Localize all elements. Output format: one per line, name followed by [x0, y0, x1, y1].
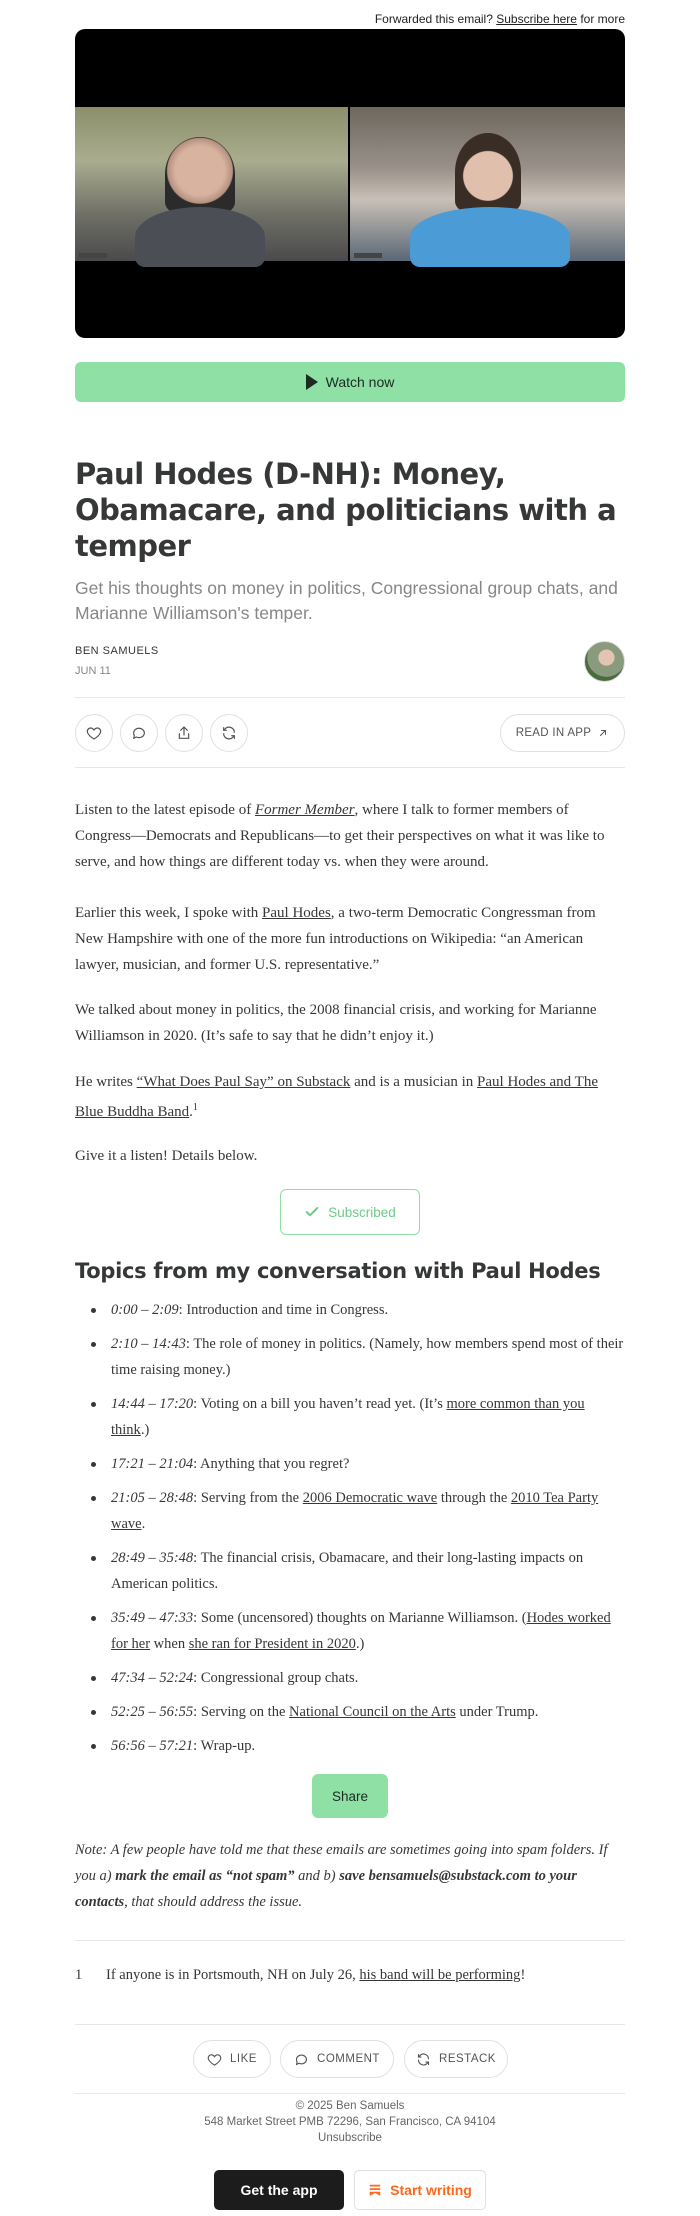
get-the-app-button[interactable]: Get the app — [214, 2170, 344, 2210]
comment-action[interactable] — [120, 714, 158, 752]
list-item: 0:00 – 2:09: Introduction and time in Congress. — [75, 1297, 625, 1323]
author-name[interactable]: BEN SAMUELS — [75, 645, 159, 657]
unsubscribe-link[interactable]: Unsubscribe — [318, 2132, 382, 2144]
paul-hodes-link[interactable]: Paul Hodes — [262, 905, 331, 921]
footnote: 1 If anyone is in Portsmouth, NH on July 26, his band will be performing! — [75, 1962, 625, 1988]
divider — [75, 2024, 625, 2025]
footnote-number[interactable]: 1 — [75, 1967, 83, 1983]
topics-list — [75, 1297, 625, 1767]
post-date: JUN 11 — [75, 665, 111, 677]
share-button[interactable]: Share — [312, 1774, 388, 1818]
list-item: 2:10 – 14:43: The role of money in politics. (Namely, how members spend most of their time raising money.) — [75, 1331, 625, 1383]
paragraph: Give it a listen! Details below. — [75, 1148, 258, 1164]
forwarded-suffix: for more — [580, 12, 625, 26]
comment-label: COMMENT — [317, 2053, 380, 2065]
comment-icon — [131, 725, 147, 741]
copyright: © 2025 Ben Samuels — [295, 2100, 405, 2112]
start-writing-button[interactable] — [354, 2170, 486, 2210]
list-item: 52:25 – 56:55: Serving on the National Council on the Arts under Trump. — [75, 1699, 625, 1725]
subscribe-link[interactable]: Subscribe here — [496, 12, 577, 26]
divider — [75, 1940, 625, 1941]
play-icon — [306, 374, 318, 390]
read-in-app-label: READ IN APP — [515, 727, 592, 739]
substack-logo-icon — [368, 2183, 382, 2197]
band-link[interactable]: Paul Hodes and The Blue Buddha Band — [75, 1074, 598, 1120]
band-performing-link[interactable]: his band will be performing — [359, 1967, 521, 1983]
video-frame-right — [350, 107, 625, 261]
topic-link[interactable]: Hodes worked for her — [111, 1610, 611, 1652]
restack-icon — [221, 725, 237, 741]
list-item: 28:49 – 35:48: The financial crisis, Obamacare, and their long-lasting impacts on American politics. — [75, 1545, 625, 1597]
topics-heading: Topics from my conversation with Paul Hodes — [75, 1259, 601, 1283]
video-frame-left — [75, 107, 348, 261]
watch-now-button[interactable] — [75, 362, 625, 402]
arrow-up-right-icon — [597, 727, 609, 739]
heart-icon — [207, 2052, 222, 2067]
watch-now-label: Watch now — [325, 374, 395, 390]
topic-link[interactable]: 2010 Tea Party wave — [111, 1490, 599, 1532]
post-subtitle: Get his thoughts on money in politics, Congressional group chats, and Marianne Williamson's temper. — [75, 578, 618, 623]
paragraph: Earlier this week, I spoke with Paul Hodes, a two-term Democratic Congressman from New Hampshire with one of the more fun introductions on Wikipedia: “an American lawyer, musician, and former U.S. representative.” — [75, 905, 596, 973]
paragraph: He writes “What Does Paul Say” on Substack and is a musician in Paul Hodes and The Blue Buddha Band.$^1$ — [75, 1074, 598, 1120]
subscribed-button[interactable] — [280, 1189, 420, 1235]
unsubscribe-row — [0, 2132, 700, 2144]
paragraph: We talked about money in politics, the 2008 financial crisis, and working for Marianne Williamson in 2020. (It’s safe to say that he didn’t enjoy it.) — [75, 1002, 597, 1044]
heart-icon — [86, 725, 102, 741]
subscribed-label: Subscribed — [328, 1204, 396, 1220]
divider — [75, 767, 625, 768]
author-avatar[interactable] — [584, 641, 625, 682]
topic-link[interactable]: more common than you think — [111, 1396, 585, 1438]
paragraph: Listen to the latest episode of Former Member, where I talk to former members of Congress—Democrats and Republicans—to get their perspectives on what it was like to serve, and how things are different today vs. when they were around. — [75, 802, 605, 870]
like-action[interactable] — [75, 714, 113, 752]
start-writing-label: Start writing — [390, 2182, 472, 2198]
list-item: 14:44 – 17:20: Voting on a bill you haven’t read yet. (It’s more common than you think.) — [75, 1391, 625, 1443]
like-button[interactable] — [193, 2040, 271, 2078]
check-icon — [304, 1204, 320, 1220]
share-action[interactable] — [165, 714, 203, 752]
post-title: Paul Hodes (D-NH): Money, Obamacare, and politicians with a temper — [75, 457, 617, 563]
forwarded-notice — [375, 12, 625, 26]
address: 548 Market Street PMB 72296, San Francisco, CA 94104 — [204, 2116, 496, 2128]
restack-icon — [416, 2052, 431, 2067]
topic-link[interactable]: National Council on the Arts — [289, 1704, 456, 1720]
list-item: 47:34 – 52:24: Congressional group chats. — [75, 1665, 625, 1691]
share-icon — [176, 725, 192, 741]
list-item: 56:56 – 57:21: Wrap-up. — [75, 1733, 625, 1759]
substack-link[interactable]: “What Does Paul Say” on Substack — [136, 1074, 351, 1090]
video-thumbnail[interactable] — [75, 29, 625, 338]
like-label: LIKE — [230, 2053, 257, 2065]
restack-action[interactable] — [210, 714, 248, 752]
read-in-app-button[interactable] — [500, 714, 625, 752]
divider — [75, 2093, 625, 2094]
topic-link[interactable]: she ran for President in 2020 — [188, 1636, 356, 1652]
comment-icon — [294, 2052, 309, 2067]
forwarded-text: Forwarded this email? — [374, 12, 493, 26]
topic-link[interactable]: 2006 Democratic wave — [302, 1490, 438, 1506]
footnote-anchor[interactable]: 1 — [192, 1102, 198, 1113]
list-item: 17:21 – 21:04: Anything that you regret? — [75, 1451, 625, 1477]
comment-button[interactable] — [280, 2040, 394, 2078]
list-item: 21:05 – 28:48: Serving from the 2006 Democratic wave through the 2010 Tea Party wave. — [75, 1485, 625, 1537]
restack-label: RESTACK — [439, 2053, 496, 2065]
list-item: 35:49 – 47:33: Some (uncensored) thoughts on Marianne Williamson. (Hodes worked for her when she ran for President in 2020.) — [75, 1605, 625, 1657]
divider — [75, 697, 625, 698]
restack-button[interactable] — [404, 2040, 508, 2078]
spam-note: Note: A few people have told me that these emails are sometimes going into spam folders. If you a) mark the email as “not spam” and b) save bensamuels@substack.com to your contacts, that should address the issue. — [75, 1842, 608, 1910]
former-member-link[interactable]: Former Member — [254, 802, 355, 818]
